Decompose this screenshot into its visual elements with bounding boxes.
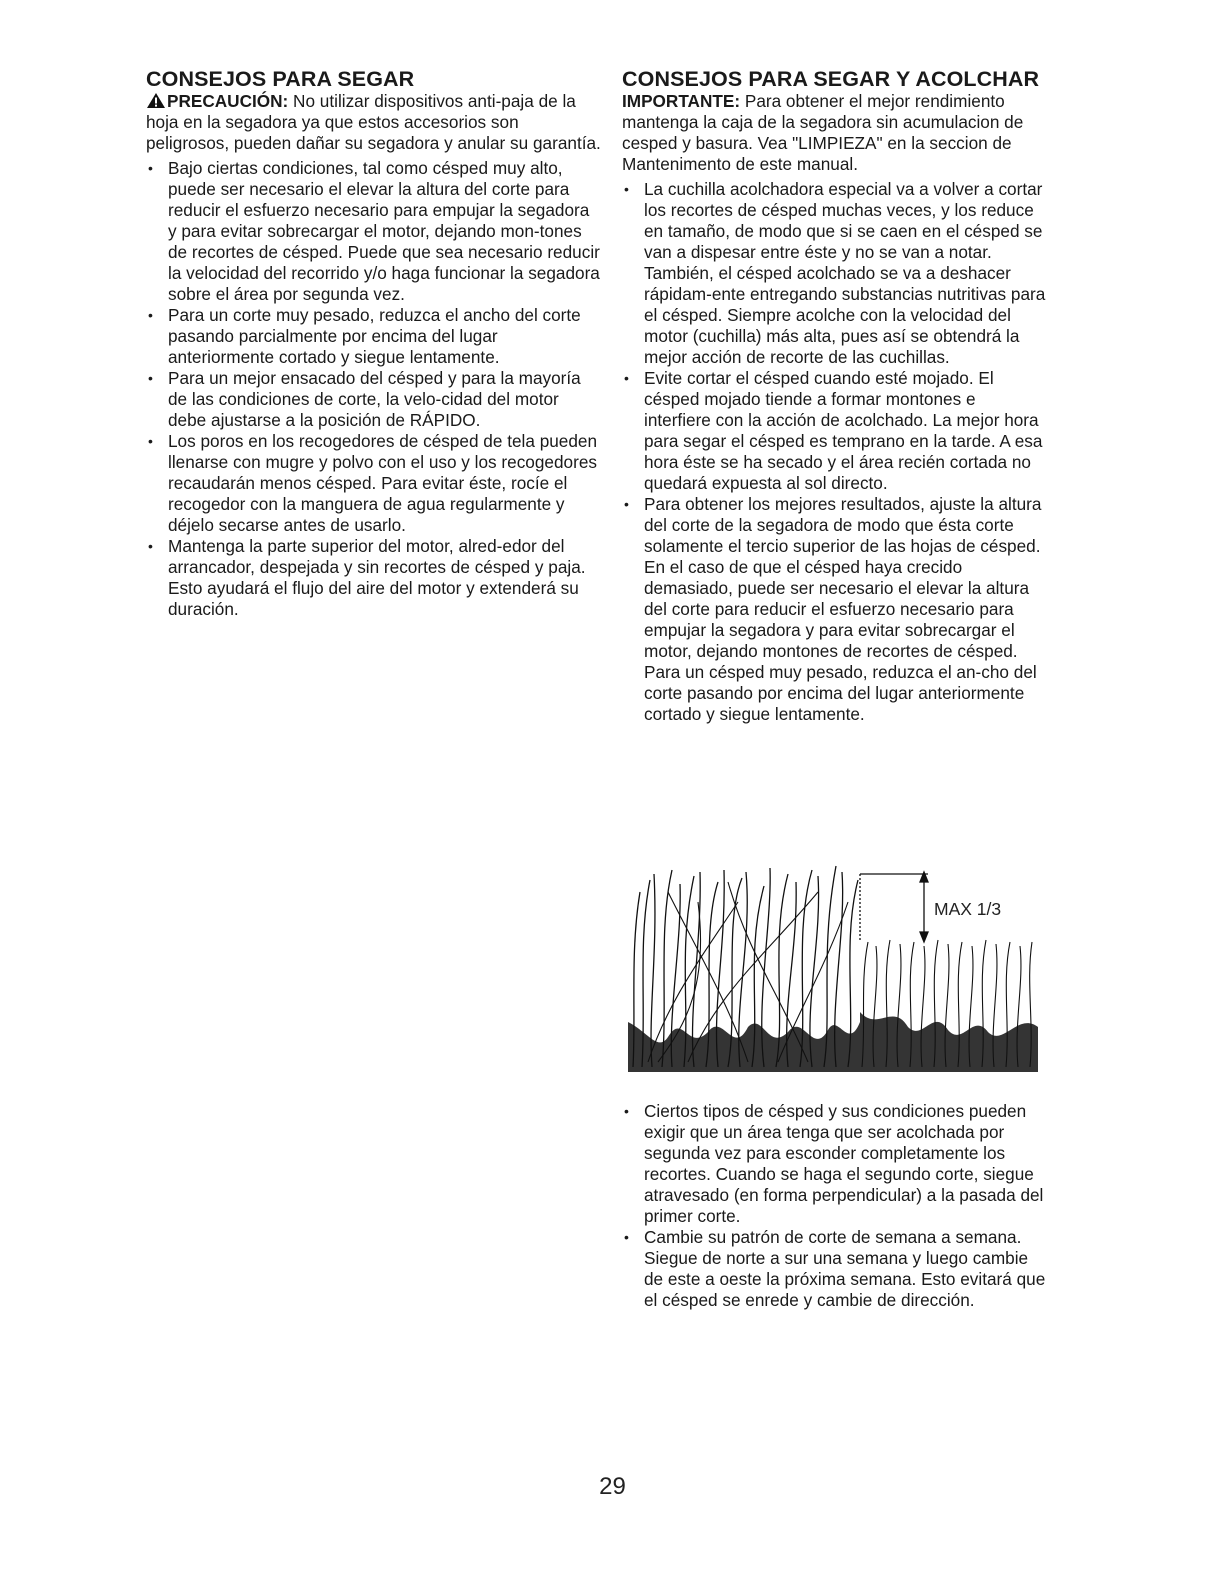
mowing-tips-title: CONSEJOS PARA SEGAR [146, 67, 415, 91]
list-item: • Mantenga la parte superior del motor, alred-edor del arrancador, despejada y sin recortes de césped y paja. Esto ayudará el flujo del aire del motor y extenderá su duración. [146, 536, 601, 620]
list-item: • La cuchilla acolchadora especial va a volver a cortar los recortes de césped muchas veces, y los reduce en tamaño, de modo que si se caen en el césped se van a dispesar entre éste y no se van a notar. También, el césped acolchado se va a deshacer rápidam-ente entregando substancias nutritivas para el césped. Siempre acolche con la velocidad del motor (cuchilla) más alta, pues así se obtendrá la mejor acción de recorte de las cuchillas. [622, 179, 1047, 368]
additional-tips-list [622, 1101, 1047, 1311]
list-item: • Bajo ciertas condiciones, tal como césped muy alto, puede ser necesario el elevar la altura del corte para reducir el esfuerzo necesario para empujar la segadora y para evitar sobrecargar el motor, dejando mon-tones de recortes de césped. Puede que sea necesario reducir la velocidad del recorrido y/o haga funcionar la segadora sobre el área por segunda vez. [146, 158, 601, 305]
list-item: • Para un mejor ensacado del césped y para la mayoría de las condiciones de corte, la velo-cidad del motor debe ajustarse a la posición de RÁPIDO. [146, 368, 601, 431]
important-label: IMPORTANTE: [622, 91, 741, 111]
list-item: • Cambie su patrón de corte de semana a semana. Siegue de norte a sur una semana y luego cambie de este a oeste la próxima semana. Esto evitará que el césped se enrede y cambie de dirección. [622, 1227, 1047, 1311]
warning-triangle-icon [146, 92, 166, 109]
right-column [622, 68, 1047, 725]
left-column [146, 68, 601, 620]
grass-illustration [628, 862, 1038, 1072]
list-item: • Evite cortar el césped cuando esté mojado. El césped mojado tiende a formar montones e interfiere con la acción de acolchado. La mejor hora para segar el césped es temprano en la tarde. A esa hora éste se ha secado y el área recién cortada no quedará expuesta al sol directo. [622, 368, 1047, 494]
important-paragraph [622, 91, 1047, 175]
max-one-third-label: MAX 1/3 [934, 899, 1002, 919]
list-item: • Para obtener los mejores resultados, ajuste la altura del corte de la segadora de modo que ésta corte solamente el tercio superior de las hojas de césped. En el caso de que el césped haya crecido demasiado, puede ser necesario el elevar la altura del corte para reducir el esfuerzo necesario para empujar la segadora y para evitar sobrecargar el motor, dejando montones de recortes de césped. Para un césped muy pesado, reduzca el an-cho del corte pasando por encima del lugar anteriormente cortado y siegue lentamente. [622, 494, 1047, 725]
important-text: Para obtener el mejor rendimiento mantenga la caja de la segadora sin acumulacion de cesped y basura. Vea "LIMPIEZA" en la seccion de Mantenimento de este manual. [622, 91, 1024, 174]
list-item: • Ciertos tipos de césped y sus condiciones pueden exigir que un área tenga que ser acolchada por segunda vez para esconder completamente los recortes. Cuando se haga el segundo corte, siegue atravesado (en forma perpendicular) a la pasada del primer corte. [622, 1101, 1047, 1227]
mulching-tips-list [622, 179, 1047, 725]
mowing-tips-list [146, 158, 601, 620]
caution-label: PRECAUCIÓN: [167, 91, 289, 111]
mulching-tips-title: CONSEJOS PARA SEGAR Y ACOLCHAR [622, 67, 1040, 91]
grass-cut-height-illustration [628, 862, 1038, 1072]
caution-text: No utilizar dispositivos anti-paja de la hoja en la segadora ya que estos accesorios son peligrosos, pueden dañar su segadora y anular su garantía. [146, 91, 601, 153]
caution-paragraph [146, 91, 601, 154]
page-number: 29 [599, 1473, 626, 1500]
list-item: • Los poros en los recogedores de césped de tela pueden llenarse con mugre y polvo con el uso y los recogedores recaudarán menos césped. Para evitar éste, rocíe el recogedor con la manguera de agua regularmente y déjelo secarse antes de usarlo. [146, 431, 601, 536]
additional-tips [622, 1101, 1047, 1311]
list-item: • Para un corte muy pesado, reduzca el ancho del corte pasando parcialmente por encima del lugar anteriormente cortado y siegue lentamente. [146, 305, 601, 368]
